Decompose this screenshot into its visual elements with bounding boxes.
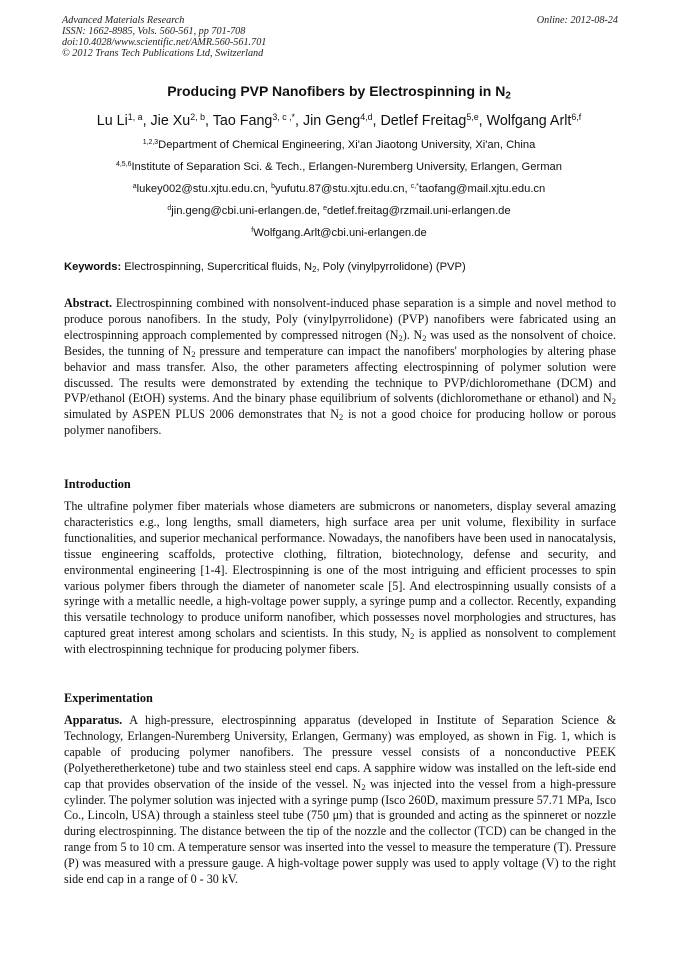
author-separator: , <box>295 113 303 129</box>
issn-line: ISSN: 1662-8985, Vols. 560-561, pp 701-708 <box>62 26 246 37</box>
email-address: jin.geng@cbi.uni-erlangen.de, <box>171 205 324 217</box>
journal-name: Advanced Materials Research <box>62 15 185 26</box>
email-marker: e <box>323 205 327 213</box>
author-affiliation-marker: 1, a <box>127 112 143 123</box>
author-list <box>0 113 678 129</box>
abstract-text: was used as the nonsolvent of choice. Besides, the tunning of N <box>64 327 616 358</box>
email-marker: d <box>167 205 172 213</box>
email-marker: b <box>271 183 275 191</box>
abstract-text: Electrospinning combined with nonsolvent-induced phase separation is a simple and novel method to produce porous nanofibers. In the study, Poly (vinylpyrrolidone) (PVP) nanofibers were fabricated using an electrospinning approach complemented by compressed nitrogen (N <box>64 296 616 342</box>
abstract <box>64 296 616 439</box>
affiliation-text: Department of Chemical Engineering, Xi'an Jiaotong University, Xi'an, China <box>158 139 536 151</box>
email-line-2 <box>0 205 678 217</box>
keywords-text: , Poly (vinylpyrrolidone) (PVP) <box>316 261 466 273</box>
paper-title <box>0 83 678 102</box>
author-separator: , <box>142 113 151 129</box>
email-line-1 <box>0 183 678 195</box>
email-marker: a <box>132 183 137 191</box>
author-affiliation-marker: 5,e <box>466 112 479 123</box>
email-address: detlef.freitag@rzmail.uni-erlangen.de <box>327 205 511 217</box>
subscript: 2 <box>611 396 616 407</box>
online-date: Online: 2012-08-24 <box>536 15 618 26</box>
journal-header <box>62 15 618 59</box>
apparatus-label: Apparatus. <box>64 713 123 727</box>
subscript: 2 <box>422 332 427 343</box>
keywords-text: Electrospinning, Supercritical fluids, N <box>121 261 313 273</box>
author-name: Detlef Freitag <box>380 113 467 129</box>
email-address: lukey002@stu.xjtu.edu.cn, <box>136 183 272 195</box>
abstract-text: is not a good choice for producing hollow or porous polymer nanofibers. <box>64 407 616 438</box>
section-heading-introduction: Introduction <box>64 477 131 491</box>
body-text: is applied as nonsolvent to complement with electrospinning technique for producing polymer fibers. <box>64 626 617 657</box>
copyright-line: © 2012 Trans Tech Publications Ltd, Switzerland <box>62 48 264 59</box>
email-marker: c,* <box>410 183 419 191</box>
body-text: A high-pressure, electrospinning apparatus (developed in Institute of Separation Science & Technology, Erlangen-Nuremberg University, Erlangen, Germany) was employed, as shown in Fig. 1, which is capable of producing polymer nanofibers. The pressure vessel consists of a nonconductive PEEK (Polyetheretherketone) tube and two stainless steel end caps. A sapphire widow was installed on the left-side end cap that provides observation of the inside of the vessel. N <box>64 713 616 791</box>
body-text: The ultrafine polymer fiber materials whose diameters are submicrons or nanometers, display several amazing characteristics e.g., long lengths, small diameters, high surface area per unit volume, flexibility in surface functionalities, and superior mechanical performance. Nowadays, the nanofibers have been used in nanocatalysis, tissue engineering scaffolds, protective clothing, filtration, biotechnology, defense and security, and environmental engineering [1-4]. Electrospinning is one of the most intriguing and efficient processes to spin various polymer fibers through the diameter of nanometer scale [5]. And electrospinning usually consists of a syringe with a metallic needle, a high-voltage power supply, a syringe pump and a collector. Recently, expanding this versatile technology to produce uniform nanofiber, which possesses novel morphologies and structures, has captured great interest among scholars and scientists. In this study, N <box>64 499 616 641</box>
affiliation-text: Institute of Separation Sci. & Tech., Erlangen-Nuremberg University, Erlangen, German <box>131 161 562 173</box>
author-separator: , <box>372 113 381 129</box>
email-line-3 <box>0 227 678 239</box>
email-address: Wolfgang.Arlt@cbi.uni-erlangen.de <box>253 227 427 239</box>
subscript: 2 <box>191 348 196 359</box>
keywords <box>64 261 616 273</box>
author-separator: , <box>205 113 213 129</box>
author-affiliation-marker: 3, c ,* <box>272 112 296 123</box>
subscript: 2 <box>361 781 366 792</box>
email-marker: f <box>251 227 254 235</box>
abstract-label: Abstract. <box>64 296 113 310</box>
author-separator: , <box>478 113 487 129</box>
section-heading-experimentation: Experimentation <box>64 691 153 705</box>
affiliation-marker: 1,2,3 <box>142 139 159 147</box>
apparatus-paragraph <box>64 713 616 888</box>
author-name: Tao Fang <box>212 113 273 129</box>
keywords-subscript: 2 <box>312 264 317 274</box>
affiliation-marker: 4,5,6 <box>116 161 132 169</box>
abstract-text: pressure and temperature can impact the nanofibers' morphologies by altering phase behavior and mass transfer. Also, the other parameters affecting electrospinning of polymer solution were discussed. The results were demonstrated by extending the technique to PVP/dichloromethane (DCM) and PVP/ethanol (EtOH) systems. And the binary phase equilibrium of solvents (dichloromethane or ethanol) and N <box>64 343 616 406</box>
author-name: Jie Xu <box>150 113 191 129</box>
subscript: 2 <box>398 332 403 343</box>
subscript: 2 <box>410 631 415 642</box>
keywords-label: Keywords: <box>64 261 122 273</box>
author-affiliation-marker: 6,f <box>571 112 582 123</box>
body-text: was injected into the vessel from a high-pressure cylinder. The polymer solution was injected with a syringe pump (Isco 260D, maximum pressure 57.71 MPa, Isco Co., Lincoln, USA) through a stainless steel tube (750 μm) that is grounded and acting as the spinneret or nozzle during electrospinning. The distance between the tip of the nozzle and the collector (TCD) can be changed in the range from 5 to 10 cm. A temperature sensor was inserted into the vessel to measure the temperature (T). Pressure (P) was measured with a pressure gauge. A high-voltage power supply was used to apply voltage (V) to the right side end cap in a range of 0 - 30 kV. <box>64 776 617 887</box>
affiliation-2 <box>0 161 678 173</box>
title-subscript: 2 <box>505 90 511 102</box>
abstract-text: ). N <box>402 327 423 342</box>
doi-line: doi:10.4028/www.scientific.net/AMR.560-561.701 <box>62 37 267 48</box>
affiliation-1 <box>0 139 678 151</box>
email-address: taofang@mail.xjtu.edu.cn <box>418 183 546 195</box>
author-name: Wolfgang Arlt <box>486 113 572 129</box>
introduction-paragraph <box>64 499 616 658</box>
title-text: Producing PVP Nanofibers by Electrospinning in N <box>167 83 506 99</box>
author-affiliation-marker: 2, b <box>190 112 206 123</box>
author-name: Lu Li <box>96 113 128 129</box>
author-name: Jin Geng <box>302 113 361 129</box>
subscript: 2 <box>339 412 344 423</box>
abstract-text: simulated by ASPEN PLUS 2006 demonstrates that N <box>64 407 340 422</box>
email-address: yufutu.87@stu.xjtu.edu.cn, <box>274 183 411 195</box>
author-affiliation-marker: 4,d <box>360 112 373 123</box>
